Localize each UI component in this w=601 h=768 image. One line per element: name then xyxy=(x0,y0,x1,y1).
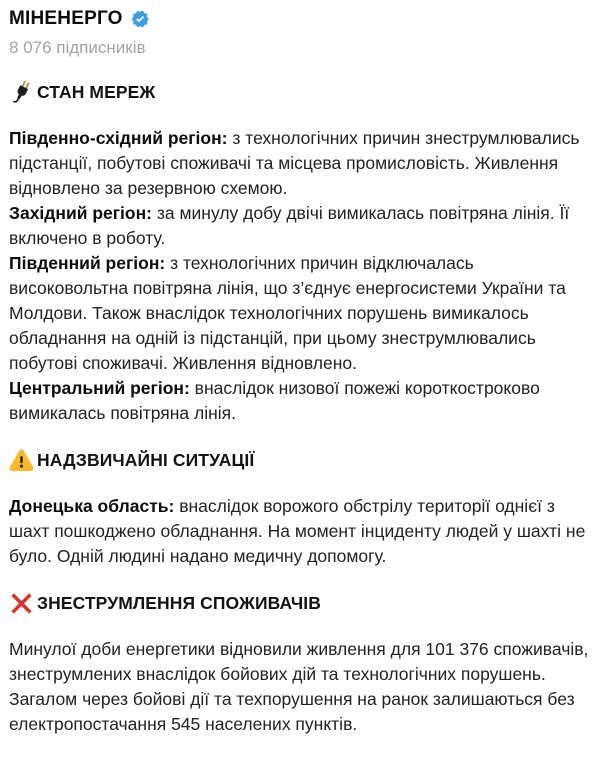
region-label: Південно-східний регіон: xyxy=(9,128,228,148)
region-label: Південний регіон: xyxy=(9,253,166,273)
section-title-emergencies: НАДЗВИЧАЙНІ СИТУАЦІЇ xyxy=(37,450,255,470)
outages-line: Минулої доби енергетики відновили живлення для 101 376 споживачів, знеструмлених внаслідок бойових дій та технологічних порушень. xyxy=(9,639,589,684)
region-label: Західний регіон: xyxy=(9,203,153,223)
region-label: Донецька область: xyxy=(9,496,175,516)
section-header-emergencies xyxy=(9,447,589,474)
verified-badge-icon xyxy=(130,9,150,29)
subscriber-count: 8 076 підписників xyxy=(9,38,146,57)
outages-line: Загалом через бойові дії та техпорушення на ранок залишаються без електропостачання 545 населених пунктів. xyxy=(9,689,575,734)
section-header-networks xyxy=(9,79,589,106)
section-header-outages xyxy=(9,590,589,617)
region-text: з технологічних причин знеструмлювались підстанції, побутові споживачі та місцева промисловість. Живлення відновлено за резервною схемою. xyxy=(9,128,580,198)
channel-name[interactable]: МІНЕНЕРГО xyxy=(9,7,123,29)
region-text: внаслідок ворожого обстрілу території однієї з шахт пошкоджено обладнання. На момент інциденту людей у шахті не було. Одній людині надано медичну допомогу. xyxy=(9,496,586,566)
networks-paragraph xyxy=(9,126,589,426)
warning-icon xyxy=(9,448,34,473)
outages-paragraph xyxy=(9,637,589,737)
region-text: за минулу добу двічі вимикалась повітряна лінія. Її включено в роботу. xyxy=(9,203,570,248)
region-text: з технологічних причин відключалась високовольтна повітряна лінія, що з’єднує енергосистеми України та Молдови. Також внаслідок технологічних порушень вимикалось обладнання на одній із підстанцій, при цьому знеструмлювались побутові споживачі. Живлення відновлено. xyxy=(9,253,566,373)
cross-mark-icon xyxy=(9,591,34,616)
section-title-outages: ЗНЕСТРУМЛЕННЯ СПОЖИВАЧІВ xyxy=(37,593,321,613)
electric-plug-icon xyxy=(9,80,34,105)
region-label: Центральний регіон: xyxy=(9,378,190,398)
region-text: внаслідок низової пожежі короткостроково вимикалась повітряна лінія. xyxy=(9,378,540,423)
section-title-networks: СТАН МЕРЕЖ xyxy=(37,82,156,102)
emergencies-paragraph xyxy=(9,494,589,569)
channel-header xyxy=(9,5,589,32)
